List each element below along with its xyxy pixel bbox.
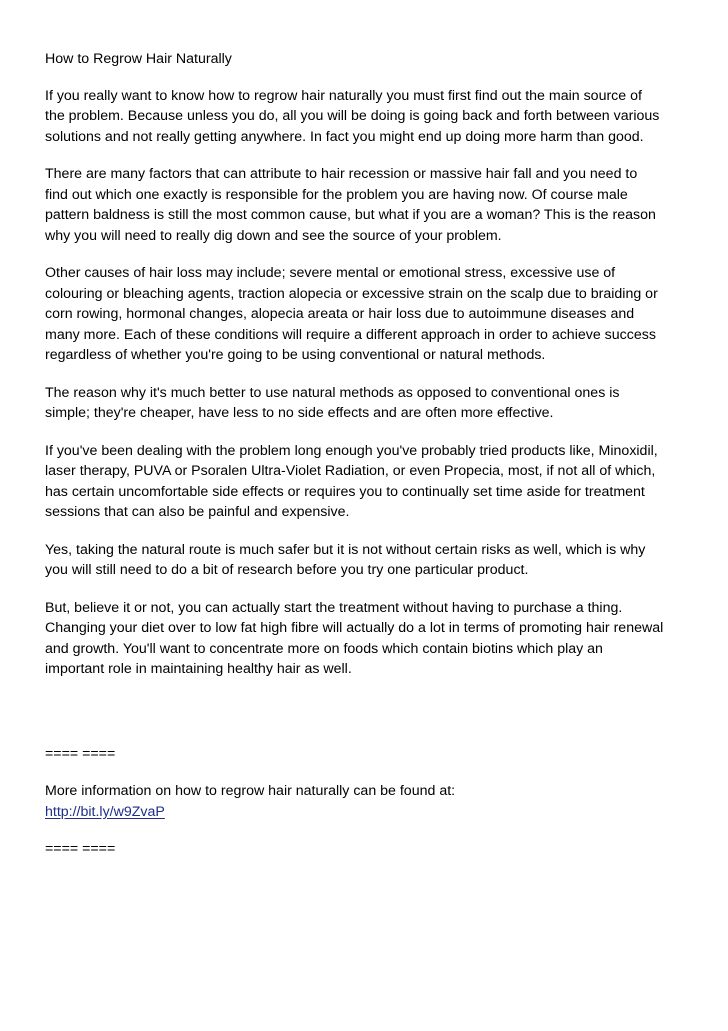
paragraph-line: There are many factors that can attribute to hair recession or massive hair fall and you need to (45, 166, 638, 182)
paragraph-line: Other causes of hair loss may include; severe mental or emotional stress, excessive use of (45, 265, 616, 281)
paragraph-line: has certain uncomfortable side effects or requires you to continually set time aside for treatment (45, 483, 645, 500)
paragraph-line: If you really want to know how to regrow hair naturally you must first find out the main source of (45, 87, 642, 104)
paragraph-5 (45, 441, 695, 523)
paragraph-6 (45, 540, 695, 581)
paragraph-line: solutions and not really getting anywhere. In fact you might end up doing more harm than good. (45, 128, 644, 145)
paragraph-line: sessions that can also be painful and expensive. (45, 504, 350, 520)
paragraph-4 (45, 383, 695, 424)
separator-top: ==== ==== (45, 745, 116, 762)
paragraph-line: pattern baldness is still the most common cause, but what if you are a woman? This is the reason (45, 207, 656, 223)
paragraph-line: and growth. You'll want to concentrate more on foods which contain biotins which play an (45, 640, 603, 657)
paragraph-line: But, believe it or not, you can actually start the treatment without having to purchase a thing. (45, 599, 623, 616)
paragraph-line: you will still need to do a bit of research before you try one particular product. (45, 562, 529, 578)
paragraph-1 (45, 86, 695, 148)
paragraph-line: important role in maintaining healthy hair as well. (45, 661, 352, 677)
more-info-link[interactable]: http://bit.ly/w9ZvaP (45, 803, 165, 820)
paragraph-line: why you will need to really dig down and see the source of your problem. (45, 227, 502, 244)
paragraph-line: the problem. Because unless you do, all you will be doing is going back and forth between various (45, 108, 660, 124)
paragraph-line: Yes, taking the natural route is much safer but it is not without certain risks as well, which is why (45, 541, 646, 558)
paragraph-line: regardless of whether you're going to be using conventional or natural methods. (45, 347, 546, 363)
paragraph-line: corn rowing, hormonal changes, alopecia areata or hair loss due to autoimmune diseases and (45, 306, 635, 322)
paragraph-3 (45, 263, 695, 366)
paragraph-2 (45, 164, 695, 246)
blank-space (45, 697, 695, 744)
paragraph-line: simple; they're cheaper, have less to no side effects and are often more effective. (45, 405, 554, 421)
paragraph-line: The reason why it's much better to use natural methods as opposed to conventional ones is (45, 384, 620, 401)
paragraph-7 (45, 598, 695, 680)
more-info-text: More information on how to regrow hair naturally can be found at: (45, 783, 456, 799)
document-title: How to Regrow Hair Naturally (45, 51, 232, 67)
paragraph-line: Changing your diet over to low fat high fibre will actually do a lot in terms of promoting hair renewal (45, 620, 664, 636)
paragraph-line: colouring or bleaching agents, traction alopecia or excessive strain on the scalp due to braiding or (45, 285, 658, 302)
document-page (45, 49, 695, 877)
paragraph-line: laser therapy, PUVA or Psoralen Ultra-Violet Radiation, or even Propecia, most, if not all of which, (45, 463, 656, 479)
paragraph-line: If you've been dealing with the problem long enough you've probably tried products like, Minoxidil, (45, 442, 658, 459)
paragraph-line: find out which one exactly is responsible for the problem you are having now. Of course male (45, 186, 628, 203)
paragraph-line: many more. Each of these conditions will require a different approach in order to achieve success (45, 326, 656, 343)
separator-bottom: ==== ==== (45, 841, 116, 857)
